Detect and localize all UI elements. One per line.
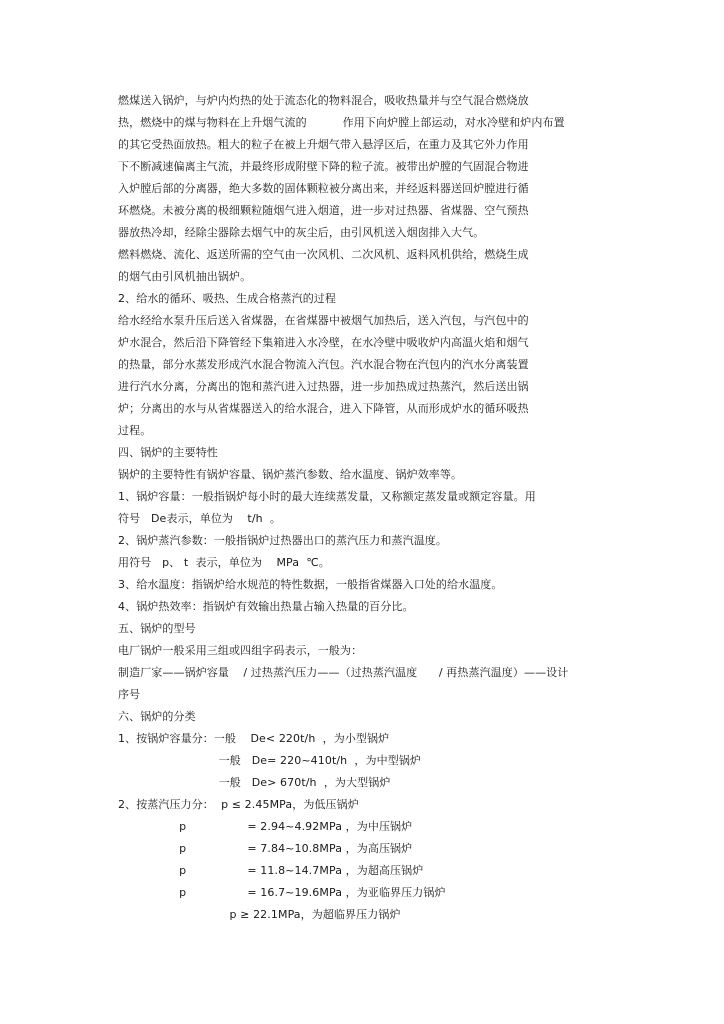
text-line: 热，燃烧中的煤与物料在上升烟气流的 作用下向炉膛上部运动，对水冷壁和炉内布置 — [118, 116, 565, 129]
text-line: 进行汽水分离，分离出的饱和蒸汽进入过热器，进一步加热成过热蒸汽，然后送出锅 — [118, 380, 529, 393]
text-line: 4、锅炉热效率：指锅炉有效输出热量占输入热量的百分比。 — [118, 600, 414, 613]
text-line: 序号 — [118, 688, 141, 701]
text-line: 3、给水温度：指锅炉给水规范的特性数据，一般指省煤器入口处的给水温度。 — [118, 578, 503, 591]
text-line: 2、锅炉蒸汽参数：一般指锅炉过热器出口的蒸汽压力和蒸汽温度。 — [118, 534, 447, 547]
text-line: 炉水混合，然后沿下降管经下集箱进入水冷壁，在水冷壁中吸收炉内高温火焰和烟气 — [118, 336, 529, 349]
section-heading: 六、锅炉的分类 — [118, 710, 196, 723]
text-line: 的热量，部分水蒸发形成汽水混合物流入汽包。汽水混合物在汽包内的汽水分离装置 — [118, 358, 529, 371]
text-line: 给水经给水泵升压后送入省煤器，在省煤器中被烟气加热后，送入汽包，与汽包中的 — [118, 314, 529, 327]
text-line: 入炉膛后部的分离器，绝大多数的固体颗粒被分离出来，并经返料器送回炉膛进行循 — [118, 182, 529, 195]
text-line: p = 7.84~10.8MPa ，为高压锅炉 — [118, 842, 413, 855]
text-line: 环燃烧。未被分离的极细颗粒随烟气进入烟道，进一步对过热器、省煤器、空气预热 — [118, 204, 529, 217]
text-line: 符号 De表示，单位为 t/h 。 — [118, 512, 281, 525]
text-line: p = 2.94~4.92MPa ，为中压锅炉 — [118, 820, 413, 833]
text-line: 一般 De> 670t/h ，为大型锅炉 — [118, 776, 391, 789]
text-line: 的烟气由引风机抽出锅炉。 — [118, 270, 252, 283]
text-line: 器放热冷却，经除尘器除去烟气中的灰尘后，由引风机送入烟囱排入大气。 — [118, 226, 485, 239]
text-line: 过程。 — [118, 424, 152, 437]
section-heading: 四、锅炉的主要特性 — [118, 446, 218, 459]
text-line: 2、按蒸汽压力分： p ≤ 2.45MPa，为低压锅炉 — [118, 798, 359, 811]
text-line: 燃料燃烧、流化、返送所需的空气由一次风机、二次风机、返料风机供给，燃烧生成 — [118, 248, 529, 261]
text-line: p = 11.8~14.7MPa ，为超高压锅炉 — [118, 864, 424, 877]
text-line: p ≥ 22.1MPa，为超临界压力锅炉 — [118, 908, 401, 921]
text-line: 锅炉的主要特性有锅炉容量、锅炉蒸汽参数、给水温度、锅炉效率等。 — [118, 468, 463, 481]
text-line: 用符号 p、 t 表示，单位为 MPa ℃。 — [118, 556, 330, 569]
text-line: 电厂锅炉一般采用三组或四组字码表示，一般为： — [118, 644, 363, 657]
text-line: 1、锅炉容量：一般指锅炉每小时的最大连续蒸发量，又称额定蒸发量或额定容量。用 — [118, 490, 536, 503]
text-line: p = 16.7~19.6MPa ，为亚临界压力锅炉 — [118, 886, 446, 899]
text-line: 炉；分离出的水与从省煤器送入的给水混合，进入下降管，从而形成炉水的循环吸热 — [118, 402, 529, 415]
text-line: 的其它受热面放热。粗大的粒子在被上升烟气带入悬浮区后，在重力及其它外力作用 — [118, 138, 529, 151]
section-heading: 2、给水的循环、吸热、生成合格蒸汽的过程 — [118, 292, 336, 305]
section-heading: 五、锅炉的型号 — [118, 622, 196, 635]
text-line: 制造厂家——锅炉容量 / 过热蒸汽压力——（过热蒸汽温度 / 再热蒸汽温度）——设计 — [118, 666, 569, 679]
text-line: 下不断减速偏离主气流，并最终形成附壁下降的粒子流。被带出炉膛的气固混合物进 — [118, 160, 529, 173]
text-line: 燃煤送入锅炉，与炉内灼热的处于流态化的物料混合，吸收热量并与空气混合燃烧放 — [118, 94, 529, 107]
text-line: 一般 De= 220~410t/h ，为中型锅炉 — [118, 754, 422, 767]
text-line: 1、按锅炉容量分：一般 De< 220t/h ，为小型锅炉 — [118, 732, 390, 745]
